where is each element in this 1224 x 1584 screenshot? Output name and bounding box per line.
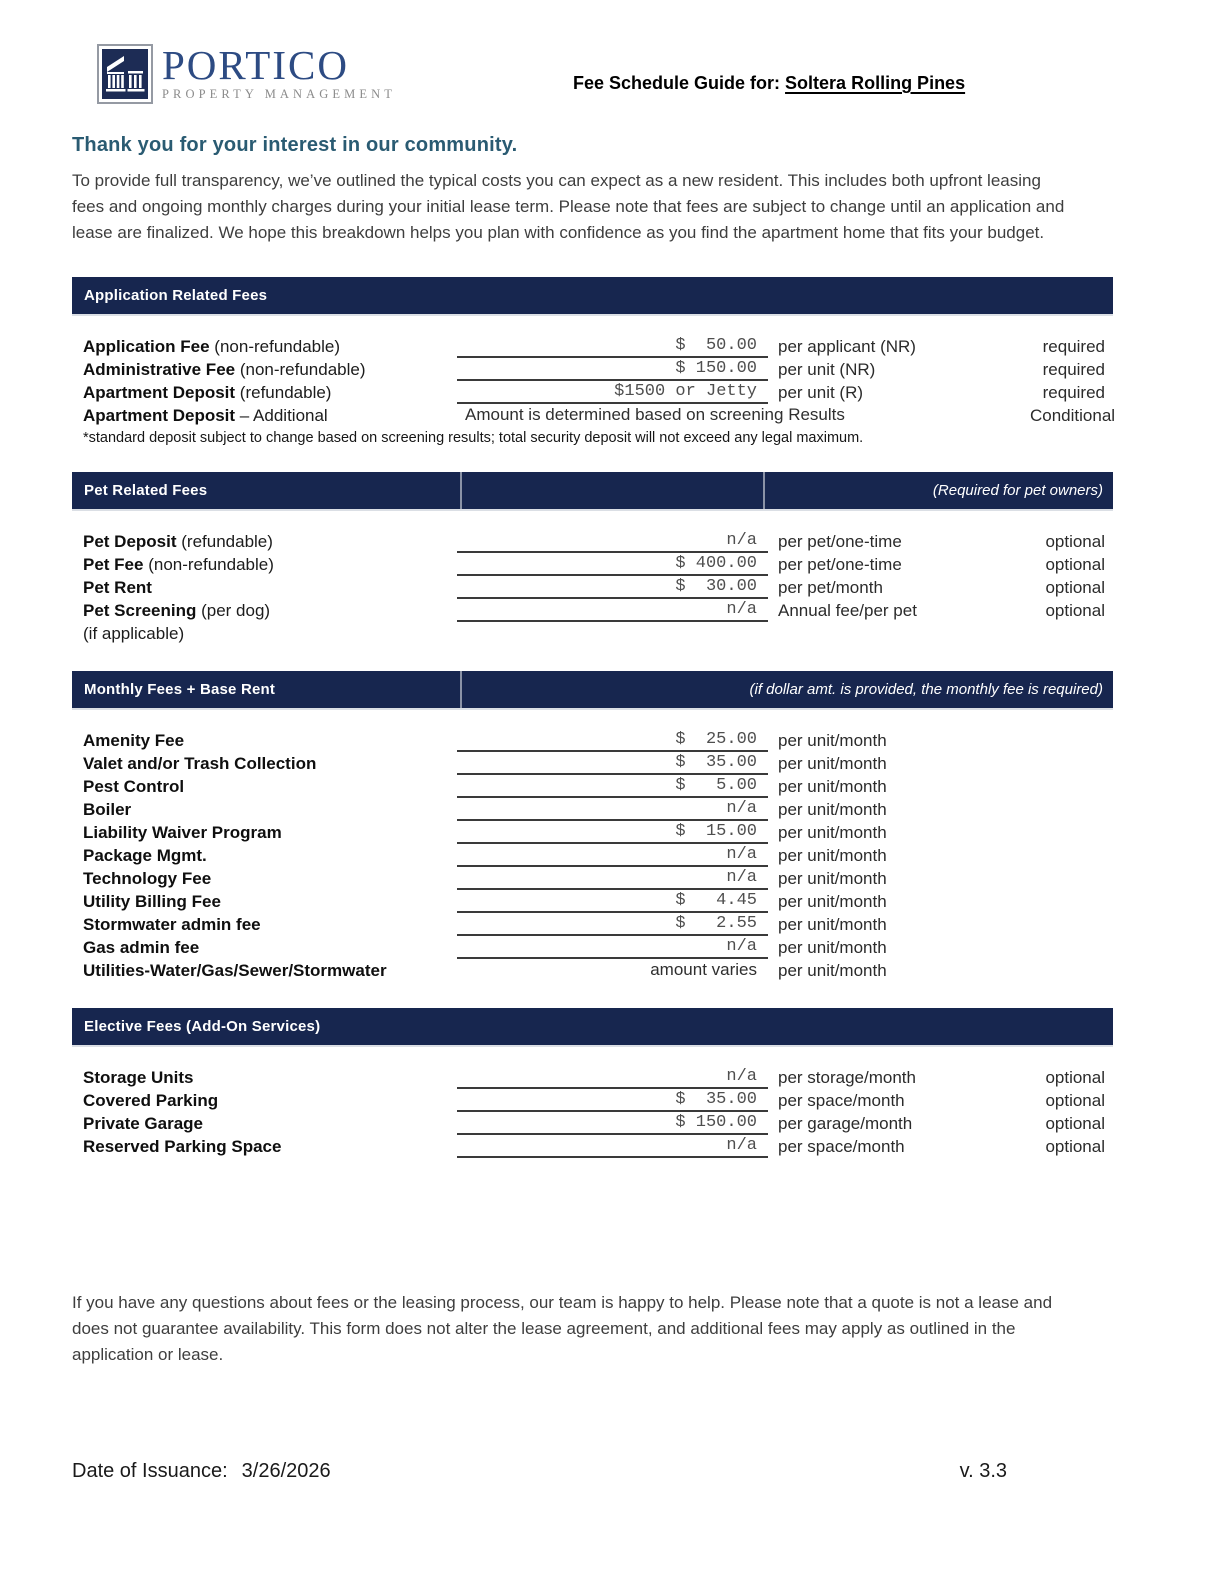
fee-value: $ 400.00 [457,553,768,576]
company-tagline: PROPERTY MANAGEMENT [162,87,396,101]
fee-sections [72,277,1116,1158]
closing-paragraph: If you have any questions about fees or the leasing process, our team is happy to help. Please note that a quote is not a lease and does not guarantee availability. This form does not alter the lease agreement, and additional fees may apply as outlined in the application or lease. [72,1293,1053,1364]
fee-unit: per unit/month [778,799,887,819]
fee-label-bold: Application Fee [83,336,210,356]
fee-label-bold: Storage Units [83,1067,194,1087]
fee-rows [72,335,1116,427]
fee-unit: per unit/month [778,776,887,796]
fee-unit: Annual fee/per pet [778,600,917,620]
issuance [72,1460,331,1483]
fee-value: $ 35.00 [457,752,768,775]
property-name: Soltera Rolling Pines [785,73,966,93]
fee-value: n/a [457,1066,768,1089]
section-header-bar-monthly [72,671,1113,708]
fee-row [72,530,1113,553]
section-title: Pet Related Fees [84,482,208,499]
fee-row [72,775,1113,798]
fee-requirement: optional [1045,1090,1105,1110]
row-sublabel: (if applicable) [83,624,185,643]
fee-label [72,360,457,380]
fee-label-detail: – Additional [235,405,328,425]
fee-label [72,731,457,751]
fee-label-bold: Valet and/or Trash Collection [83,753,317,773]
document-title [573,73,965,94]
fee-label-bold: Covered Parking [83,1090,219,1110]
fee-unit: per unit/month [778,937,887,957]
fee-row [72,404,1116,427]
section-note: (if dollar amt. is provided, the monthly fee is required) [749,681,1103,698]
company-name: PORTICO [162,42,349,88]
fee-unit: per applicant (NR) [778,336,916,356]
section-pet [72,472,1113,645]
fee-value: $ 5.00 [457,775,768,798]
fee-value: $ 35.00 [457,1089,768,1112]
fee-row [72,729,1113,752]
fee-unit: per garage/month [778,1113,913,1133]
fee-requirement: optional [1045,1113,1105,1133]
fee-value: $ 30.00 [457,576,768,599]
fee-value: n/a [457,798,768,821]
document-body [0,134,1224,1483]
fee-requirement: optional [1045,531,1105,551]
fee-row [72,959,1113,982]
fee-label-detail: (non-refundable) [143,554,274,574]
fee-value: n/a [457,867,768,890]
section-title: Elective Fees (Add-On Services) [84,1018,321,1035]
fee-row [72,335,1113,358]
section-elective [72,1008,1113,1158]
fee-label-bold: Pest Control [83,776,185,796]
fee-label [72,406,457,426]
issuance-date: 3/26/2026 [241,1460,331,1482]
section-footnote: *standard deposit subject to change based on screening results; total security deposit will not exceed any legal maximum. [83,430,864,446]
fee-value: n/a [457,1135,768,1158]
greeting-heading: Thank you for your interest in our community. [72,134,518,156]
fee-label-bold: Utilities-Water/Gas/Sewer/Stormwater [83,960,387,980]
fee-label-bold: Gas admin fee [83,937,200,957]
fee-label [72,555,457,575]
fee-unit: per unit (NR) [778,359,876,379]
document-title-prefix: Fee Schedule Guide for: [573,73,786,93]
fee-row [72,358,1113,381]
fee-row [72,1089,1113,1112]
fee-value: $ 150.00 [457,1112,768,1135]
fee-requirement: required [1042,359,1105,379]
bar-divider [763,472,765,509]
fee-label [72,1137,457,1157]
fee-label-bold: Apartment Deposit [83,382,236,402]
fee-row [72,913,1113,936]
fee-rows [72,729,1113,982]
fee-value: n/a [457,599,768,622]
fee-label [72,938,457,958]
fee-requirement: optional [1045,577,1105,597]
fee-label [72,915,457,935]
fee-value: $ 2.55 [457,913,768,936]
fee-label-bold: Private Garage [83,1113,204,1133]
section-header-bar-elective [72,1008,1113,1045]
fee-requirement: optional [1045,1136,1105,1156]
fee-label [72,892,457,912]
fee-label-bold: Utility Billing Fee [83,891,221,911]
fee-label-detail: (non-refundable) [209,336,340,356]
section-monthly [72,671,1113,982]
fee-unit: per unit/month [778,822,887,842]
fee-row [72,1112,1113,1135]
fee-value: $ 50.00 [457,335,768,358]
fee-requirement: optional [1045,1067,1105,1087]
fee-requirement: required [1042,336,1105,356]
fee-label-bold: Package Mgmt. [83,845,207,865]
fee-label-bold: Stormwater admin fee [83,914,261,934]
fee-unit: per unit (R) [778,382,864,402]
fee-unit: per unit/month [778,730,887,750]
fee-value: Amount is determined based on screening Results [465,405,845,424]
fee-value: $1500 or Jetty [457,381,768,404]
bar-divider [460,671,462,708]
fee-unit: per unit/month [778,845,887,865]
fee-row [72,798,1113,821]
fee-requirement: required [1042,382,1105,402]
fee-label [72,337,457,357]
fee-requirement: Conditional [1030,405,1116,425]
issuance-label: Date of Issuance: [72,1460,228,1482]
fee-label-bold: Administrative Fee [83,359,236,379]
fee-unit: per space/month [778,1136,905,1156]
fee-label-bold: Pet Screening [83,600,197,620]
fee-label-bold: Technology Fee [83,868,212,888]
fee-label-bold: Pet Fee [83,554,144,574]
fee-label [72,578,457,598]
fee-unit: per unit/month [778,960,887,980]
section-title: Application Related Fees [84,287,268,304]
fee-row [72,1066,1113,1089]
fee-unit: per storage/month [778,1067,916,1087]
fee-label [72,777,457,797]
fee-unit: per unit/month [778,914,887,934]
fee-label-bold: Boiler [83,799,132,819]
fee-label [72,869,457,889]
fee-label [72,601,457,621]
fee-row [72,821,1113,844]
fee-value: $ 150.00 [457,358,768,381]
fee-label [72,961,457,981]
fee-rows [72,1066,1113,1158]
portico-logo [97,44,396,104]
intro-paragraph: To provide full transparency, we’ve outlined the typical costs you can expect as a new resident. This includes both upfront leasing fees and ongoing monthly charges during your initial lease term. Please note that fees are subject to change until an application and lease are finalized. We hope this breakdown helps you plan with confidence as you find the apartment home that fits your budget. [72,171,1065,242]
fee-label [72,754,457,774]
fee-label [72,800,457,820]
section-note: (Required for pet owners) [932,482,1103,499]
fee-label-bold: Pet Rent [83,577,152,597]
fee-row [72,752,1113,775]
fee-label-bold: Pet Deposit [83,531,177,551]
fee-row [72,936,1113,959]
fee-label-detail: (per dog) [196,600,271,620]
fee-label [72,823,457,843]
fee-value: $ 15.00 [457,821,768,844]
portico-building-icon [97,44,153,104]
fee-requirement: optional [1045,600,1105,620]
fee-rows [72,530,1113,645]
fee-value: n/a [457,936,768,959]
fee-label [72,1068,457,1088]
fee-unit: per pet/one-time [778,531,902,551]
fee-unit: per space/month [778,1090,905,1110]
fee-unit: per unit/month [778,753,887,773]
version-number: v. 3.3 [959,1460,1007,1482]
fee-label-bold: Reserved Parking Space [83,1136,282,1156]
bar-divider [460,472,462,509]
fee-row [72,599,1113,622]
logo-text [162,44,396,102]
document-header [0,0,1224,128]
fee-label [72,1114,457,1134]
fee-value: amount varies [650,960,757,979]
fee-label [72,846,457,866]
document-footer [72,1460,1113,1483]
fee-value: $ 25.00 [457,729,768,752]
fee-row [72,867,1113,890]
fee-label-detail: (non-refundable) [235,359,366,379]
section-header-bar-application [72,277,1113,314]
fee-label [72,383,457,403]
fee-row [72,553,1113,576]
fee-unit: per pet/month [778,577,883,597]
fee-label [72,1091,457,1111]
fee-label-bold: Apartment Deposit [83,405,236,425]
fee-row [72,576,1113,599]
fee-label-detail: (refundable) [176,531,273,551]
fee-requirement: optional [1045,554,1105,574]
fee-unit: per unit/month [778,868,887,888]
fee-row [72,1135,1113,1158]
fee-label [72,532,457,552]
fee-value: n/a [457,530,768,553]
section-title: Monthly Fees + Base Rent [84,681,276,698]
fee-value: n/a [457,844,768,867]
fee-unit: per pet/one-time [778,554,902,574]
fee-row [72,844,1113,867]
section-application [72,277,1116,446]
fee-unit: per unit/month [778,891,887,911]
fee-label-bold: Liability Waiver Program [83,822,282,842]
fee-row [72,381,1113,404]
fee-value: $ 4.45 [457,890,768,913]
fee-label-bold: Amenity Fee [83,730,185,750]
fee-row [72,890,1113,913]
section-header-bar-pet [72,472,1113,509]
fee-label-detail: (refundable) [235,382,332,402]
